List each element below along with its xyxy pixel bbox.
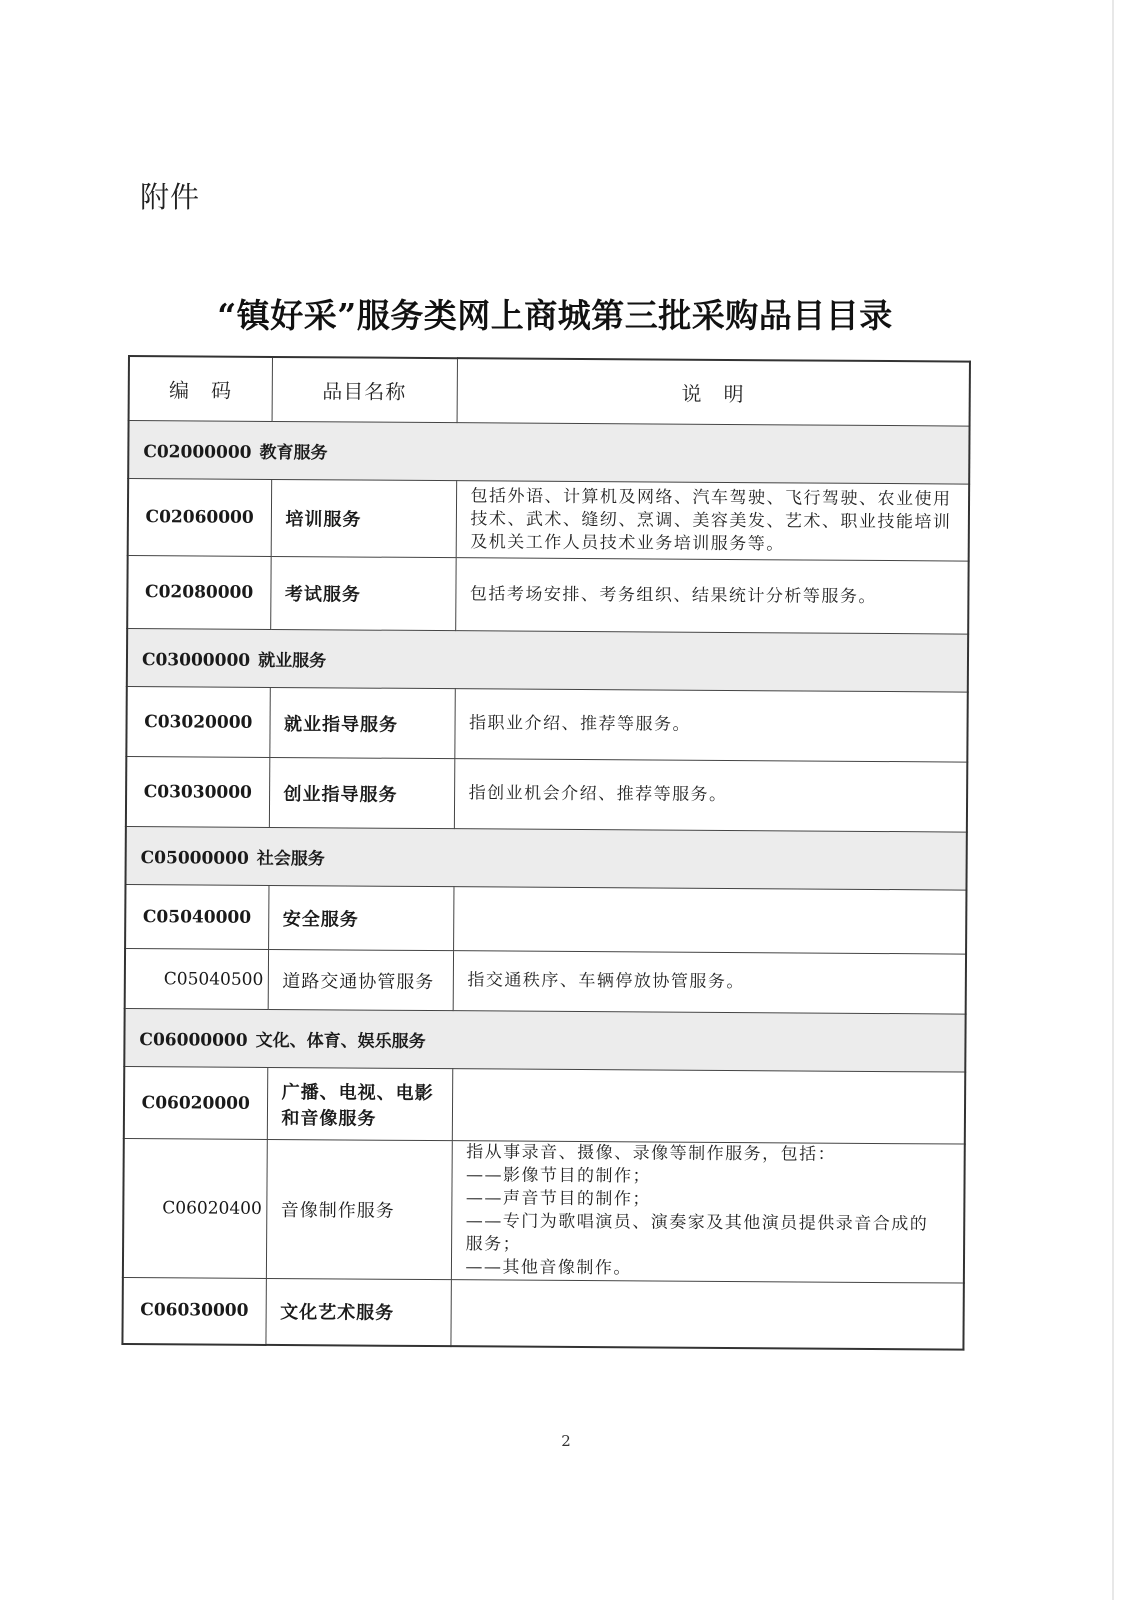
item-code: C03030000 xyxy=(126,756,269,827)
item-name-line: 和音像服务 xyxy=(281,1107,377,1130)
category-row xyxy=(125,826,966,890)
item-code: C02080000 xyxy=(127,556,270,630)
document-title: “镇好采”服务类网上商城第三批采购品目目录 xyxy=(217,296,893,335)
header-name: 品目名称 xyxy=(272,357,457,423)
category-code: C03000000 xyxy=(141,650,251,671)
item-name: 培训服务 xyxy=(271,479,457,557)
item-description xyxy=(451,1141,965,1283)
item-code: C06020000 xyxy=(124,1066,267,1139)
description-line: 指从事录音、摄像、录像等制作服务，包括： xyxy=(466,1142,837,1165)
item-name-line: 广播、电视、电影 xyxy=(281,1081,434,1104)
item-name: 就业指导服务 xyxy=(269,687,454,758)
category-name: 教育服务 xyxy=(259,442,328,464)
table-header-row xyxy=(129,356,970,426)
description-line: 服务； xyxy=(465,1234,522,1255)
item-code: C03020000 xyxy=(126,686,269,757)
item-code: C02060000 xyxy=(128,479,272,557)
table-row xyxy=(124,1066,965,1144)
item-description xyxy=(452,1069,965,1144)
category-name: 就业服务 xyxy=(258,650,327,672)
item-code: C06030000 xyxy=(122,1277,265,1344)
category-row xyxy=(128,421,969,485)
scan-page-edge xyxy=(1112,0,1114,1600)
item-code: C05040000 xyxy=(125,884,268,949)
table-row xyxy=(123,1138,965,1283)
category-row xyxy=(124,1008,965,1072)
category-code: C05000000 xyxy=(140,848,249,869)
item-description: 指创业机会介绍、推荐等服务。 xyxy=(454,759,967,832)
description-line: ——专门为歌唱演员、演奏家及其他演员提供录音合成的 xyxy=(465,1211,929,1235)
item-description: 包括外语、计算机及网络、汽车驾驶、飞行驾驶、农业使用技术、武术、缝纫、烹调、美容美发、艺术、职业技能培训及机关工作人员技术业务培训服务等。 xyxy=(456,481,969,561)
item-name: 安全服务 xyxy=(268,885,453,950)
item-name: 创业指导服务 xyxy=(269,757,454,828)
description-line: ——其他音像制作。 xyxy=(465,1257,633,1279)
item-description: 指职业介绍、推荐等服务。 xyxy=(454,689,967,762)
category-name: 社会服务 xyxy=(256,848,325,870)
header-code: 编 码 xyxy=(129,356,272,421)
item-description xyxy=(450,1280,963,1349)
page-number: 2 xyxy=(561,1432,571,1450)
table-row xyxy=(126,686,967,762)
item-name: 考试服务 xyxy=(270,556,455,630)
description-line: ——影像节目的制作； xyxy=(466,1165,652,1187)
item-code: C05040500 xyxy=(125,948,268,1009)
attachment-label: 附件 xyxy=(140,180,201,214)
item-name: 音像制作服务 xyxy=(266,1139,452,1279)
table-row xyxy=(127,556,968,635)
header-description: 说 明 xyxy=(457,358,970,426)
category-code: C06000000 xyxy=(139,1030,248,1051)
item-description: 指交通秩序、车辆停放协管服务。 xyxy=(453,951,966,1014)
item-name: 道路交通协管服务 xyxy=(268,949,453,1010)
table-row xyxy=(122,1277,963,1349)
item-description xyxy=(453,887,966,954)
item-name: 文化艺术服务 xyxy=(265,1278,450,1345)
table-row xyxy=(128,479,969,562)
table-row xyxy=(125,884,966,954)
table-row xyxy=(126,756,967,832)
catalog-table xyxy=(121,355,971,1350)
item-name xyxy=(267,1067,452,1140)
category-code: C02000000 xyxy=(143,442,252,463)
description-line: ——声音节目的制作； xyxy=(465,1188,651,1210)
table-row xyxy=(125,948,966,1014)
item-code: C06020400 xyxy=(123,1138,267,1278)
item-description: 包括考场安排、考务组织、结果统计分析等服务。 xyxy=(455,558,968,634)
category-name: 文化、体育、娱乐服务 xyxy=(255,1030,426,1052)
category-row xyxy=(127,629,968,693)
